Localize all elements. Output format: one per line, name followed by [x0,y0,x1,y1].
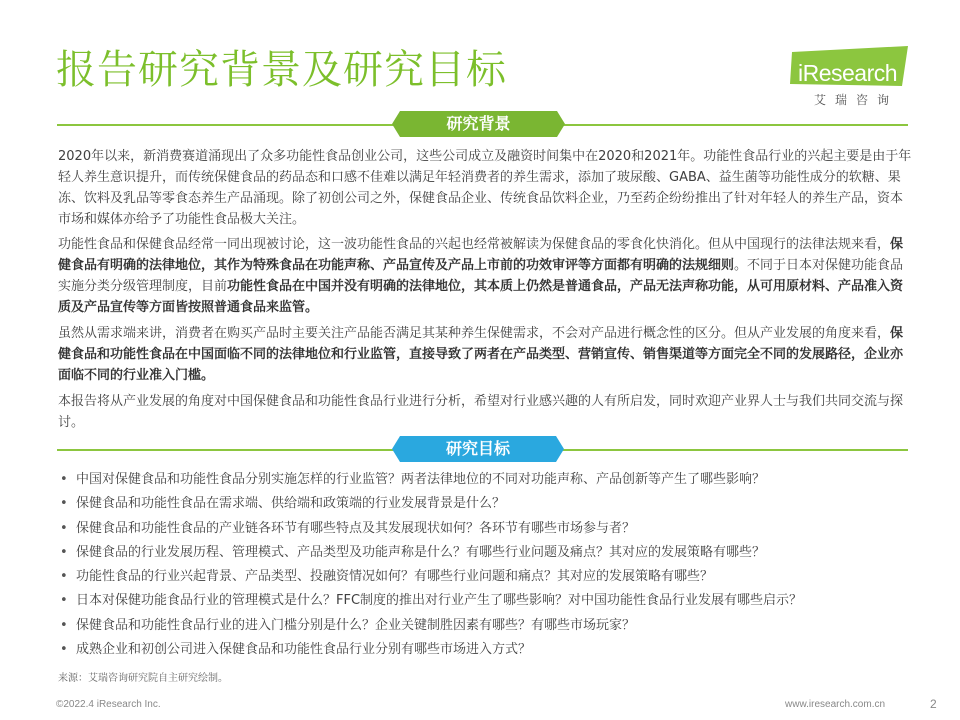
list-item: • 保健食品和功能性食品行业的进入门槛分别是什么？企业关键制胜因素有哪些？有哪些市场玩家？ [58,614,914,638]
paragraph-emphasis: 功能性食品在中国并没有明确的法律地位，其本质上仍然是普通食品，产品无法声称功能，从可用原材料、产品准入资质及产品宣传等方面皆按照普通食品来监管。 [58,279,904,315]
list-item: • 中国对保健食品和功能性食品分别实施怎样的行业监管？两者法律地位的不同对功能声称、产品创新等产生了哪些影响？ [58,468,914,492]
page-number: 2 [930,697,937,711]
research-goals-list [58,468,914,662]
background-paragraph-1: 2020年以来，新消费赛道涌现出了众多功能性食品创业公司，这些公司成立及融资时间集中在2020和2021年。功能性食品行业的兴起主要是由于年轻人养生意识提升，而传统保健食品的药品态和口感不佳难以满足年轻消费者的养生需求，添加了玻尿酸、GABA、益生菌等功能性成分的软糖、果冻、饮料及乳品等零食态养生产品涌现。除了初创公司之外，保健食品企业、传统食品饮料企业，乃至药企纷纷推出了针对年轻人的养生产品，资本市场和媒体亦给予了功能性食品极大关注。 [58,149,912,227]
background-paragraph-4: 本报告将从产业发展的角度对中国保健食品和功能性食品行业进行分析，希望对行业感兴趣的人有所启发，同时欢迎产业界人士与我们共同交流与探讨。 [58,394,904,430]
logo-text: iResearch [798,60,898,86]
website-link[interactable]: www.iresearch.com.cn [785,699,886,710]
copyright: ©2022.4 iResearch Inc. [56,699,161,710]
background-paragraph-2 [58,234,914,318]
research-goals-tab: 研究目标 [400,436,556,462]
source-note: 来源：艾瑞咨询研究院自主研究绘制。 [58,673,228,684]
logo-subtitle: 艾瑞咨询 [814,93,899,107]
list-item: • 成熟企业和初创公司进入保健食品和功能性食品行业分别有哪些市场进入方式？ [58,638,914,662]
list-item: • 保健食品的行业发展历程、管理模式、产品类型及功能声称是什么？有哪些行业问题及痛点？其对应的发展策略有哪些？ [58,541,914,565]
paragraph-text: 。不同于日本对保健功能食品实施分类分级管理制度，目前 [58,258,904,294]
list-item: • 保健食品和功能性食品的产业链各环节有哪些特点及其发展现状如何？各环节有哪些市场参与者？ [58,517,914,541]
list-item: • 保健食品和功能性食品在需求端、供给端和政策端的行业发展背景是什么？ [58,492,914,516]
paragraph-text: 功能性食品和保健食品经常一同出现被讨论，这一波功能性食品的兴起也经常被解读为保健食品的零食化快消化。但从中国现行的法律法规来看， [58,237,891,252]
paragraph-text: 虽然从需求端来讲，消费者在购买产品时主要关注产品能否满足其某种养生保健需求，不会对产品进行概念性的区分。但从产业发展的角度来看， [58,326,891,341]
page-title: 报告研究背景及研究目标 [56,47,507,93]
list-item: • 日本对保健功能食品行业的管理模式是什么？FFC制度的推出对行业产生了哪些影响？对中国功能性食品行业发展有哪些启示？ [58,589,914,613]
list-item: • 功能性食品的行业兴起背景、产品类型、投融资情况如何？有哪些行业问题和痛点？其对应的发展策略有哪些？ [58,565,914,589]
paragraph-emphasis: 保健食品有明确的法律地位，其作为特殊食品在功能声称、产品宣传及产品上市前的功效审评等方面都有明确的法规细则 [58,237,904,273]
paragraph-emphasis: 保健食品和功能性食品在中国面临不同的法律地位和行业监管，直接导致了两者在产品类型、营销宣传、销售渠道等方面完全不同的发展路径，企业亦面临不同的行业准入门槛。 [58,326,904,383]
iresearch-logo [790,44,915,112]
background-paragraph-3 [58,323,914,386]
research-background-tab: 研究背景 [400,111,557,137]
